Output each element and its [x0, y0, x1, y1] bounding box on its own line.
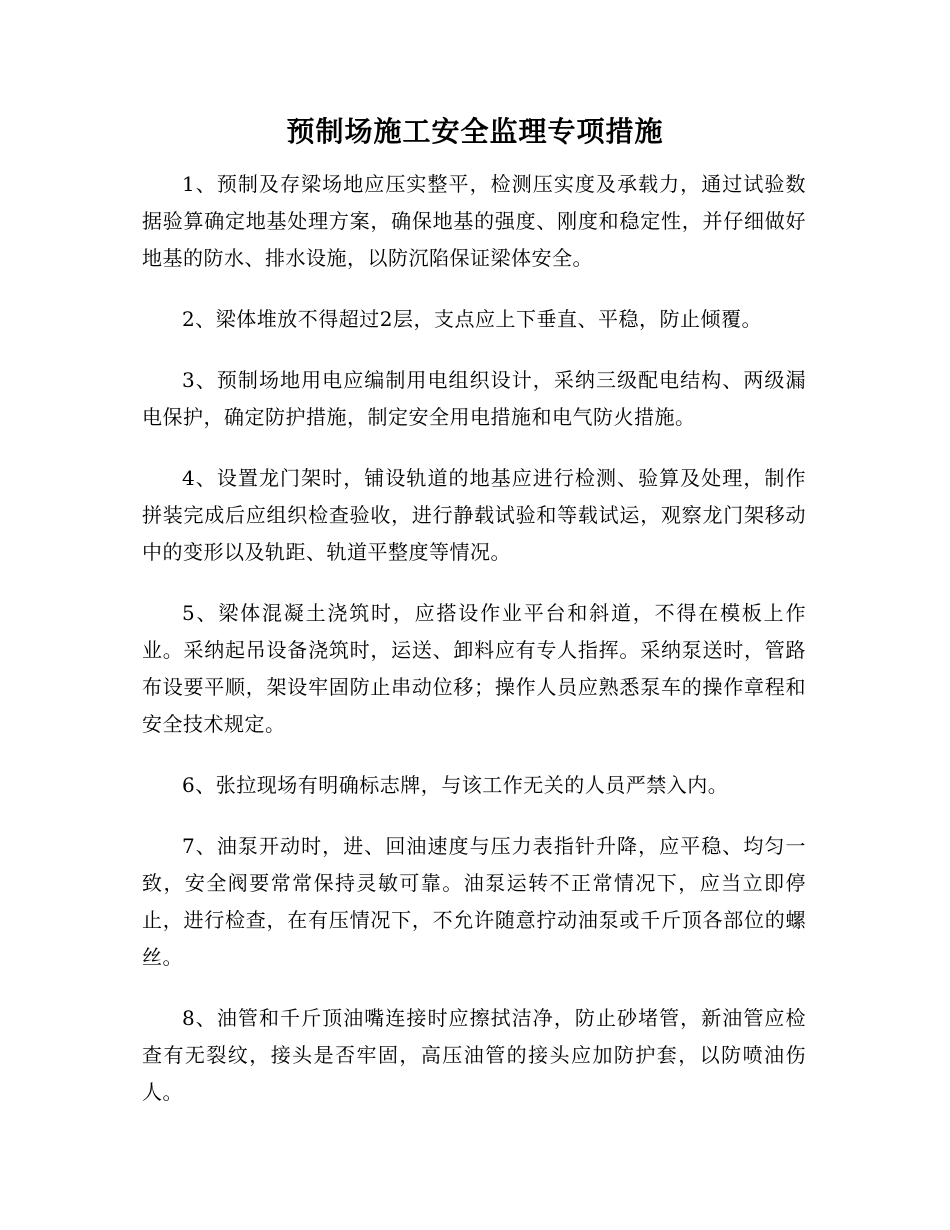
paragraph-5: 5、梁体混凝土浇筑时，应搭设作业平台和斜道，不得在模板上作业。采纳起吊设备浇筑时，运送、卸料应有专人指挥。采纳泵送时，管路布设要平顺，架设牢固防止串动位移；操作人员应熟悉泵车的操作章程和安全技术规定。	[142, 601, 806, 736]
document-title: 预制场施工安全监理专项措施	[286, 115, 664, 148]
paragraph-7: 7、油泵开动时，进、回油速度与压力表指针升降，应平稳、均匀一致，安全阀要常常保持灵敏可靠。油泵运转不正常情况下，应当立即停止，进行检查，在有压情况下，不允许随意拧动油泵或千斤顶各部位的螺丝。	[142, 834, 806, 969]
paragraph-2: 2、梁体堆放不得超过2层，支点应上下垂直、平稳，防止倾覆。	[182, 307, 762, 331]
paragraph-3: 3、预制场地用电应编制用电组织设计，采纳三级配电结构、两级漏电保护，确定防护措施，制定安全用电措施和电气防火措施。	[142, 368, 806, 429]
paragraph-8: 8、油管和千斤顶油嘴连接时应擦拭洁净，防止砂堵管，新油管应检查有无裂纹，接头是否牢固，高压油管的接头应加防护套，以防喷油伤人。	[142, 1006, 806, 1104]
paragraph-4: 4、设置龙门架时，铺设轨道的地基应进行检测、验算及处理，制作拼装完成后应组织检查验收，进行静载试验和等载试运，观察龙门架移动中的变形以及轨距、轨道平整度等情况。	[142, 466, 806, 564]
paragraph-1: 1、预制及存梁场地应压实整平，检测压实度及承载力，通过试验数据验算确定地基处理方案，确保地基的强度、刚度和稳定性，并仔细做好地基的防水、排水设施，以防沉陷保证梁体安全。	[142, 172, 806, 270]
paragraph-6: 6、张拉现场有明确标志牌，与该工作无关的人员严禁入内。	[182, 773, 729, 797]
document-body	[142, 166, 806, 1135]
